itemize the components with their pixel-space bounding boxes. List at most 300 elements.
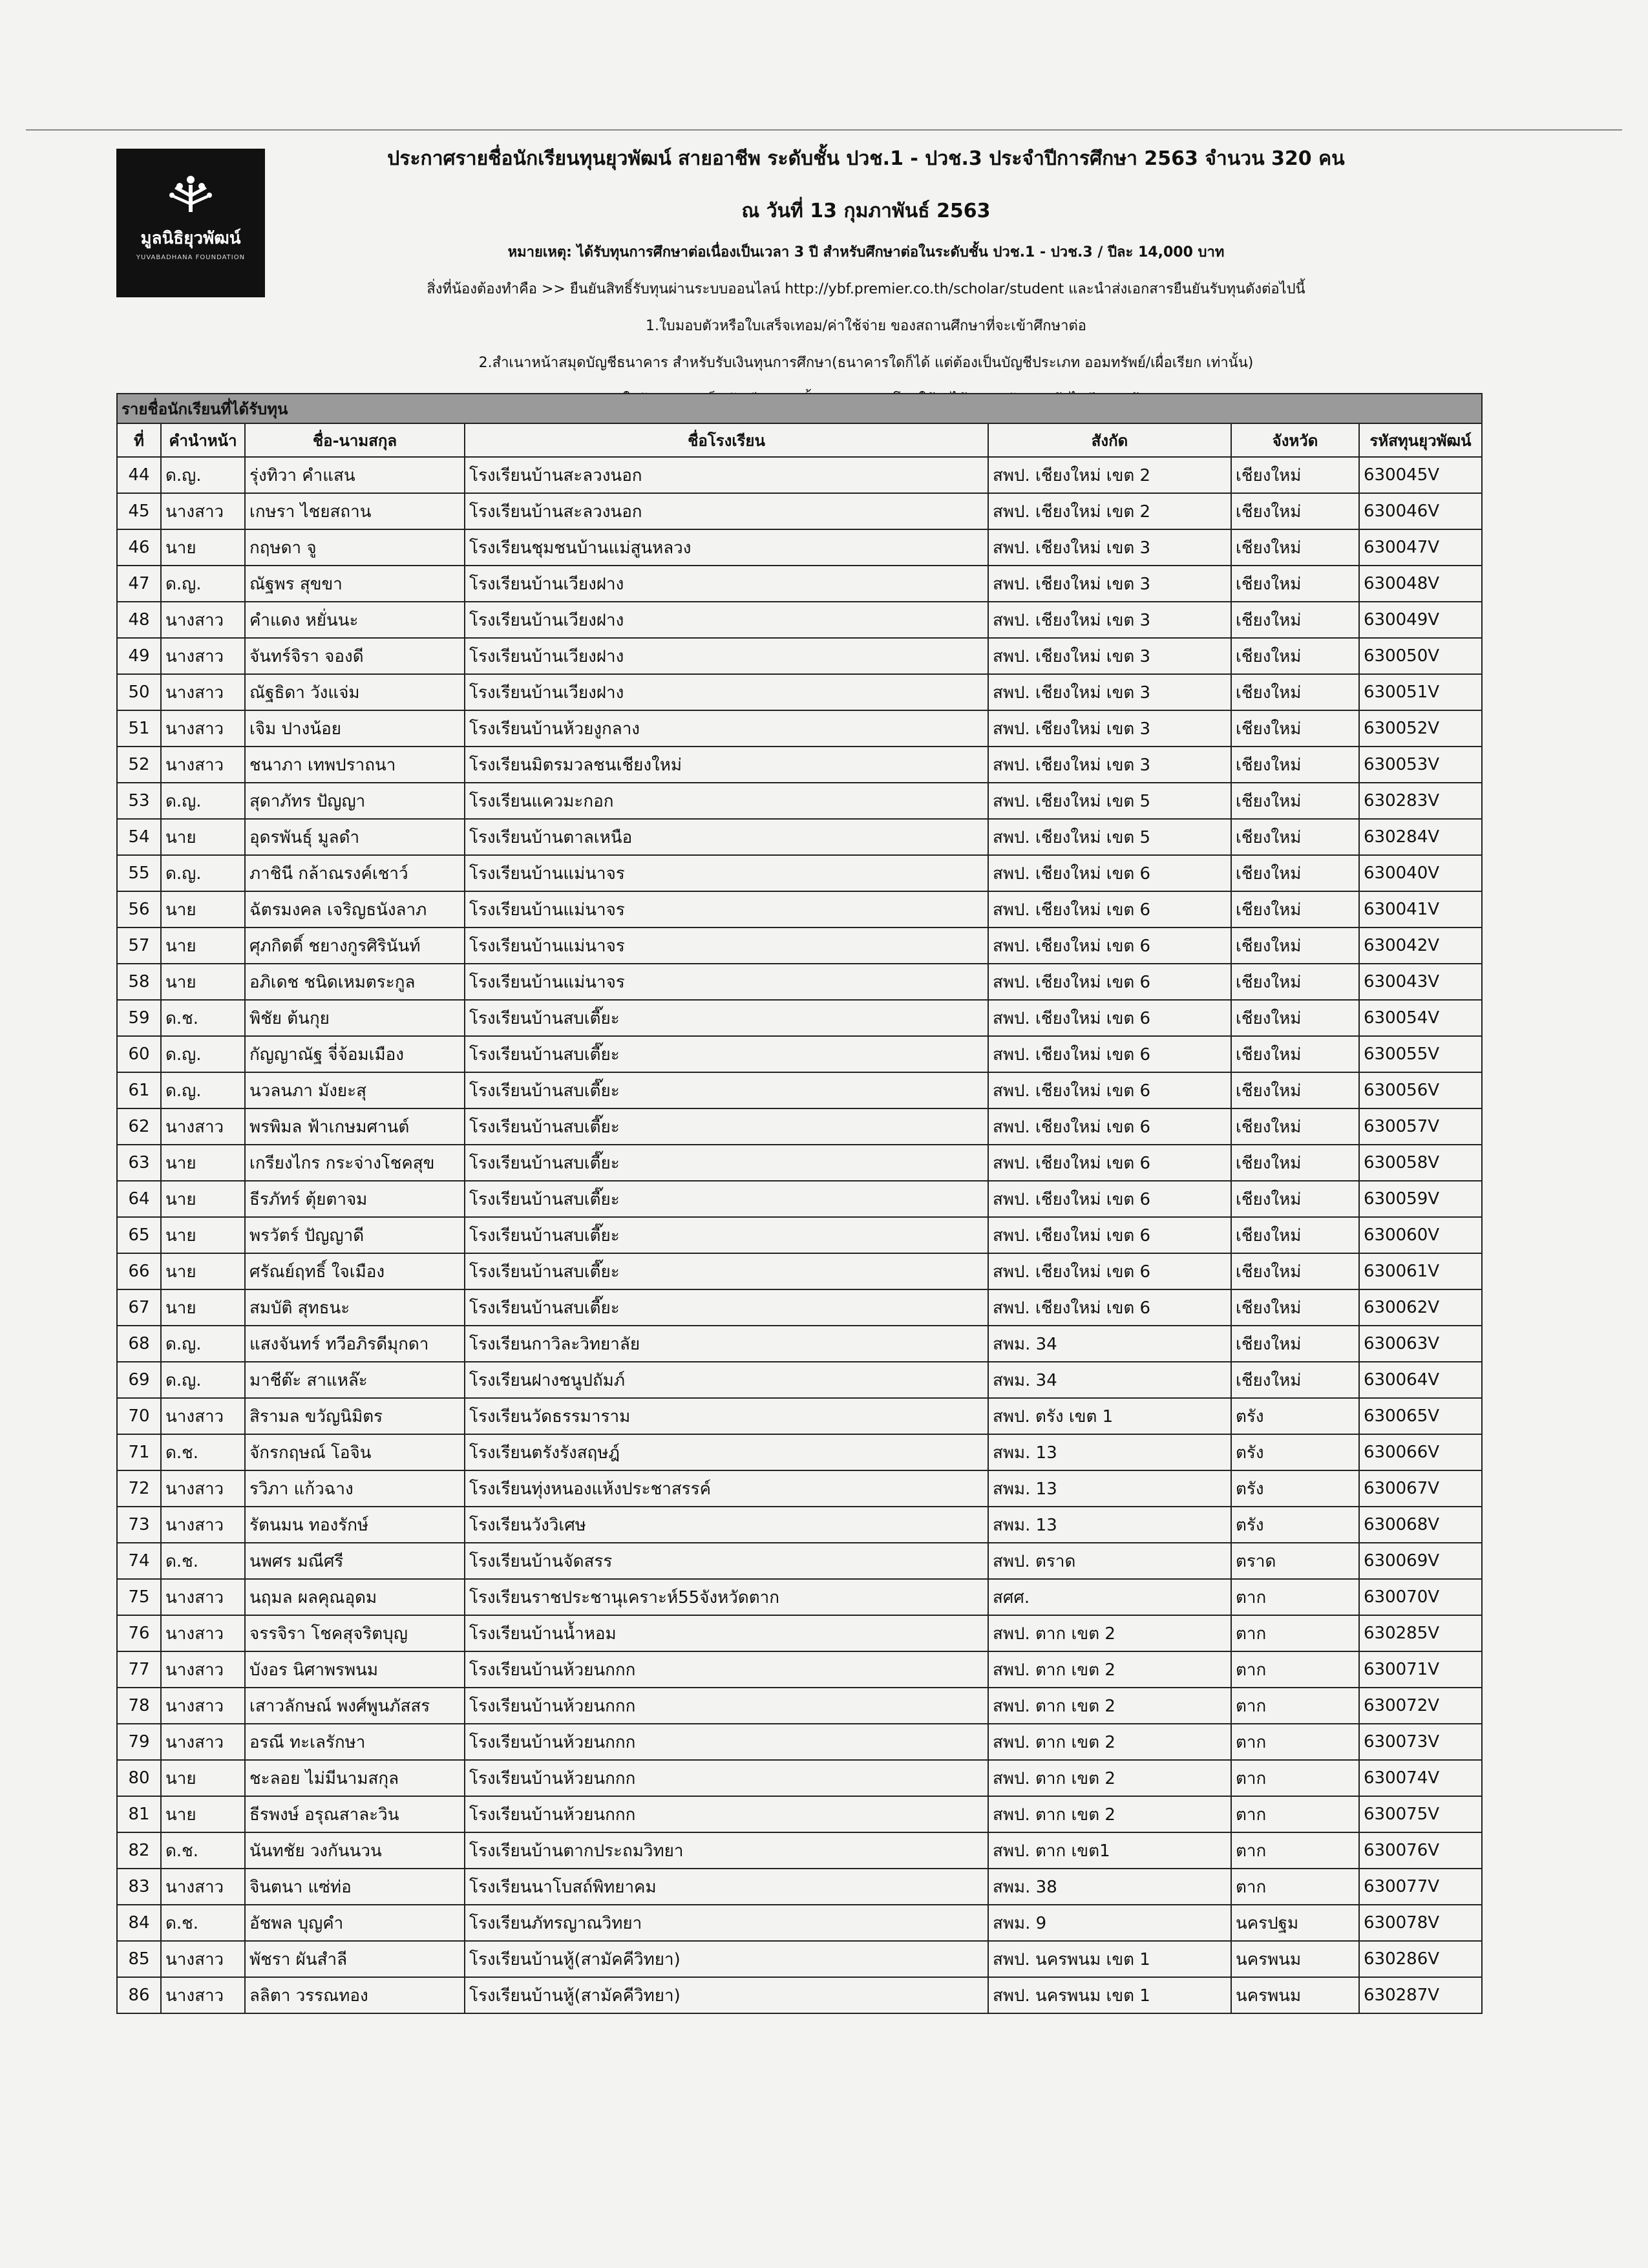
student-name: จินตนา แซ่ท่อ: [245, 1869, 465, 1905]
name-prefix: ด.ญ.: [161, 457, 245, 493]
row-number: 75: [117, 1579, 161, 1615]
student-name: จรรจิรา โชคสุจริตบุญ: [245, 1615, 465, 1651]
affiliation: สพป. ตาก เขต 2: [988, 1615, 1231, 1651]
row-number: 63: [117, 1145, 161, 1181]
school-name: โรงเรียนบ้านจัดสรร: [465, 1543, 988, 1579]
province: เชียงใหม่: [1231, 819, 1359, 855]
table-row: [117, 1036, 1482, 1072]
name-prefix: นาย: [161, 819, 245, 855]
table-row: [117, 747, 1482, 783]
table-row: [117, 638, 1482, 674]
name-prefix: ด.ญ.: [161, 783, 245, 819]
school-name: โรงเรียนบ้านเวียงฝาง: [465, 674, 988, 710]
table-row: [117, 1217, 1482, 1253]
scholarship-id: 630060V: [1359, 1217, 1482, 1253]
province: ตาก: [1231, 1760, 1359, 1796]
table-row: [117, 1579, 1482, 1615]
province: ตราด: [1231, 1543, 1359, 1579]
province: เชียงใหม่: [1231, 1362, 1359, 1398]
column-header-scholarship-id: รหัสทุนยุวพัฒน์: [1359, 423, 1482, 457]
table-row: [117, 1760, 1482, 1796]
province: เชียงใหม่: [1231, 1036, 1359, 1072]
name-prefix: นาย: [161, 891, 245, 927]
student-name: จันทร์จิรา จองดี: [245, 638, 465, 674]
province: ตาก: [1231, 1688, 1359, 1724]
school-name: โรงเรียนบ้านห้วยงูกลาง: [465, 710, 988, 747]
table-row: [117, 1398, 1482, 1434]
scholarship-id: 630283V: [1359, 783, 1482, 819]
province: เชียงใหม่: [1231, 1000, 1359, 1036]
student-name: ธีรภัทร์ ตุ้ยตาจม: [245, 1181, 465, 1217]
student-name: แสงจันทร์ ทวีอภิรดีมุกดา: [245, 1326, 465, 1362]
table-section-header: [117, 394, 1482, 423]
affiliation: สพป. เชียงใหม่ เขต 6: [988, 1289, 1231, 1326]
student-name: รุ่งทิวา คำแสน: [245, 457, 465, 493]
scholarship-id: 630078V: [1359, 1905, 1482, 1941]
name-prefix: ด.ช.: [161, 1434, 245, 1470]
school-name: โรงเรียนกาวิละวิทยาลัย: [465, 1326, 988, 1362]
province: เชียงใหม่: [1231, 1181, 1359, 1217]
row-number: 84: [117, 1905, 161, 1941]
table-row: [117, 529, 1482, 566]
table-row: [117, 1941, 1482, 1977]
affiliation: สพป. เชียงใหม่ เขต 3: [988, 602, 1231, 638]
row-number: 67: [117, 1289, 161, 1326]
column-header-prefix: คำนำหน้า: [161, 423, 245, 457]
school-name: โรงเรียนบ้านสบเตี๊ยะ: [465, 1181, 988, 1217]
table-row: [117, 1181, 1482, 1217]
table-row: [117, 1145, 1482, 1181]
table-row: [117, 1724, 1482, 1760]
school-name: โรงเรียนบ้านห้วยนกกก: [465, 1760, 988, 1796]
name-prefix: ด.ญ.: [161, 1036, 245, 1072]
name-prefix: ด.ช.: [161, 1832, 245, 1869]
scholarship-id: 630284V: [1359, 819, 1482, 855]
row-number: 65: [117, 1217, 161, 1253]
school-name: โรงเรียนบ้านสบเตี๊ยะ: [465, 1036, 988, 1072]
student-name: สมบัติ สุทธนะ: [245, 1289, 465, 1326]
name-prefix: นางสาว: [161, 493, 245, 529]
row-number: 85: [117, 1941, 161, 1977]
school-name: โรงเรียนบ้านเวียงฝาง: [465, 602, 988, 638]
province: ตาก: [1231, 1579, 1359, 1615]
name-prefix: ด.ญ.: [161, 1326, 245, 1362]
affiliation: สพป. เชียงใหม่ เขต 6: [988, 1253, 1231, 1289]
scholarship-id: 630052V: [1359, 710, 1482, 747]
province: เชียงใหม่: [1231, 783, 1359, 819]
table-row: [117, 1796, 1482, 1832]
affiliation: สพม. 34: [988, 1362, 1231, 1398]
school-name: โรงเรียนบ้านสะลวงนอก: [465, 457, 988, 493]
student-name: ฉัตรมงคล เจริญธนังลาภ: [245, 891, 465, 927]
province: เชียงใหม่: [1231, 457, 1359, 493]
affiliation: สพป. ตาก เขต 2: [988, 1760, 1231, 1796]
affiliation: สพป. เชียงใหม่ เขต 3: [988, 566, 1231, 602]
province: เชียงใหม่: [1231, 747, 1359, 783]
table-column-headers: [117, 423, 1482, 457]
student-name: พัชรา ผันสำลี: [245, 1941, 465, 1977]
name-prefix: ด.ช.: [161, 1543, 245, 1579]
name-prefix: นางสาว: [161, 1941, 245, 1977]
table-row: [117, 1507, 1482, 1543]
school-name: โรงเรียนบ้านแม่นาจร: [465, 927, 988, 964]
row-number: 69: [117, 1362, 161, 1398]
school-name: โรงเรียนบ้านห้วยนกกก: [465, 1796, 988, 1832]
scholarship-id: 630076V: [1359, 1832, 1482, 1869]
school-name: โรงเรียนบ้านหู้(สามัคคีวิทยา): [465, 1941, 988, 1977]
affiliation: สศศ.: [988, 1579, 1231, 1615]
scholarship-id: 630066V: [1359, 1434, 1482, 1470]
affiliation: สพป. เชียงใหม่ เขต 3: [988, 710, 1231, 747]
school-name: โรงเรียนบ้านสบเตี๊ยะ: [465, 1253, 988, 1289]
scholarship-id: 630287V: [1359, 1977, 1482, 2013]
row-number: 55: [117, 855, 161, 891]
affiliation: สพป. เชียงใหม่ เขต 3: [988, 674, 1231, 710]
student-name: เจิม ปางน้อย: [245, 710, 465, 747]
student-name: ชนาภา เทพปราถนา: [245, 747, 465, 783]
scholarship-id: 630051V: [1359, 674, 1482, 710]
student-name: ภาชินี กล้าณรงค์เชาว์: [245, 855, 465, 891]
affiliation: สพป. ตาก เขต 2: [988, 1651, 1231, 1688]
school-name: โรงเรียนบ้านแม่นาจร: [465, 891, 988, 927]
school-name: โรงเรียนบ้านสบเตี๊ยะ: [465, 1145, 988, 1181]
scholarship-id: 630061V: [1359, 1253, 1482, 1289]
affiliation: สพม. 38: [988, 1869, 1231, 1905]
province: เชียงใหม่: [1231, 1145, 1359, 1181]
affiliation: สพป. ตรัง เขต 1: [988, 1398, 1231, 1434]
row-number: 72: [117, 1470, 161, 1507]
table-row: [117, 1470, 1482, 1507]
scholarship-id: 630059V: [1359, 1181, 1482, 1217]
affiliation: สพม. 34: [988, 1326, 1231, 1362]
name-prefix: ด.ช.: [161, 1905, 245, 1941]
name-prefix: นาย: [161, 1796, 245, 1832]
row-number: 49: [117, 638, 161, 674]
name-prefix: นางสาว: [161, 1724, 245, 1760]
province: ตรัง: [1231, 1470, 1359, 1507]
scholarship-id: 630046V: [1359, 493, 1482, 529]
affiliation: สพป. ตาก เขต 2: [988, 1688, 1231, 1724]
row-number: 46: [117, 529, 161, 566]
table-row: [117, 927, 1482, 964]
province: เชียงใหม่: [1231, 964, 1359, 1000]
student-name: เกรียงไกร กระจ่างโชคสุข: [245, 1145, 465, 1181]
affiliation: สพป. เชียงใหม่ เขต 6: [988, 964, 1231, 1000]
school-name: โรงเรียนบ้านตาลเหนือ: [465, 819, 988, 855]
province: เชียงใหม่: [1231, 1289, 1359, 1326]
name-prefix: นางสาว: [161, 710, 245, 747]
school-name: โรงเรียนบ้านเวียงฝาง: [465, 638, 988, 674]
school-name: โรงเรียนแควมะกอก: [465, 783, 988, 819]
student-name: รวิภา แก้วฉาง: [245, 1470, 465, 1507]
name-prefix: นางสาว: [161, 747, 245, 783]
announcement-date: ณ วันที่ 13 กุมภาพันธ์ 2563: [741, 200, 991, 222]
province: นครพนม: [1231, 1941, 1359, 1977]
name-prefix: นาย: [161, 1253, 245, 1289]
table-row: [117, 566, 1482, 602]
name-prefix: นางสาว: [161, 1108, 245, 1145]
province: ตาก: [1231, 1615, 1359, 1651]
affiliation: สพป. เชียงใหม่ เขต 6: [988, 1072, 1231, 1108]
affiliation: สพป. เชียงใหม่ เขต 6: [988, 855, 1231, 891]
row-number: 58: [117, 964, 161, 1000]
scholarship-id: 630042V: [1359, 927, 1482, 964]
province: นครพนม: [1231, 1977, 1359, 2013]
affiliation: สพป. ตาก เขต 2: [988, 1796, 1231, 1832]
name-prefix: นาย: [161, 1181, 245, 1217]
affiliation: สพป. เชียงใหม่ เขต 6: [988, 891, 1231, 927]
student-name: ณัฐพร สุขขา: [245, 566, 465, 602]
tree-emblem-icon: [162, 172, 220, 217]
scholarship-id: 630050V: [1359, 638, 1482, 674]
school-name: โรงเรียนบ้านแม่นาจร: [465, 855, 988, 891]
table-row: [117, 819, 1482, 855]
row-number: 78: [117, 1688, 161, 1724]
student-name: กฤษดา จู: [245, 529, 465, 566]
affiliation: สพป. เชียงใหม่ เขต 6: [988, 1217, 1231, 1253]
row-number: 61: [117, 1072, 161, 1108]
affiliation: สพป. เชียงใหม่ เขต 6: [988, 927, 1231, 964]
scholarship-id: 630069V: [1359, 1543, 1482, 1579]
affiliation: สพป. ตราด: [988, 1543, 1231, 1579]
scholarship-id: 630074V: [1359, 1760, 1482, 1796]
table-row: [117, 1253, 1482, 1289]
school-name: โรงเรียนบ้านแม่นาจร: [465, 964, 988, 1000]
student-name: พรพิมล ฟ้าเกษมศานต์: [245, 1108, 465, 1145]
document-title: ประกาศรายชื่อนักเรียนทุนยุวพัฒน์ สายอาชีพ ระดับชั้น ปวช.1 - ปวช.3 ประจำปีการศึกษา 2563 จำนวน 320 คน: [387, 147, 1345, 170]
scholarship-note: หมายเหตุ: ได้รับทุนการศึกษาต่อเนื่องเป็นเวลา 3 ปี สำหรับศึกษาต่อในระดับชั้น ปวช.1 - ปวช.3 / ปีละ 14,000 บาท: [507, 244, 1225, 260]
name-prefix: นางสาว: [161, 1977, 245, 2013]
affiliation: สพม. 13: [988, 1470, 1231, 1507]
name-prefix: ด.ญ.: [161, 1362, 245, 1398]
table-row: [117, 1869, 1482, 1905]
scholarship-id: 630068V: [1359, 1507, 1482, 1543]
table-row: [117, 1362, 1482, 1398]
school-name: โรงเรียนบ้านสบเตี๊ยะ: [465, 1289, 988, 1326]
scholarship-id: 630065V: [1359, 1398, 1482, 1434]
table-row: [117, 674, 1482, 710]
table-row: [117, 1688, 1482, 1724]
province: ตาก: [1231, 1651, 1359, 1688]
scholarship-id: 630043V: [1359, 964, 1482, 1000]
row-number: 73: [117, 1507, 161, 1543]
name-prefix: นางสาว: [161, 638, 245, 674]
name-prefix: ด.ญ.: [161, 855, 245, 891]
student-name: ชะลอย ไม่มีนามสกุล: [245, 1760, 465, 1796]
student-name: สิรามล ขวัญนิมิตร: [245, 1398, 465, 1434]
table-row: [117, 1000, 1482, 1036]
row-number: 71: [117, 1434, 161, 1470]
school-name: โรงเรียนบ้านตากประถมวิทยา: [465, 1832, 988, 1869]
student-name: เสาวลักษณ์ พงศ์พูนภัสสร: [245, 1688, 465, 1724]
scholarship-id: 630073V: [1359, 1724, 1482, 1760]
province: เชียงใหม่: [1231, 638, 1359, 674]
student-name: จักรกฤษณ์ โอจิน: [245, 1434, 465, 1470]
row-number: 79: [117, 1724, 161, 1760]
row-number: 62: [117, 1108, 161, 1145]
province: เชียงใหม่: [1231, 1217, 1359, 1253]
affiliation: สพป. เชียงใหม่ เขต 6: [988, 1000, 1231, 1036]
scholarship-id: 630054V: [1359, 1000, 1482, 1036]
name-prefix: นางสาว: [161, 1869, 245, 1905]
affiliation: สพป. นครพนม เขต 1: [988, 1941, 1231, 1977]
section-title: รายชื่อนักเรียนที่ได้รับทุน: [117, 394, 1482, 423]
student-name: อรณี ทะเลรักษา: [245, 1724, 465, 1760]
scholarship-id: 630055V: [1359, 1036, 1482, 1072]
instruction-line: สิ่งที่น้องต้องทำคือ >> ยืนยันสิทธิ์รับทุนผ่านระบบออนไลน์ http://ybf.premier.co.th/scholar/student และนำส่งเอกสารยืนยันรับทุนดังต่อไปนี้: [427, 281, 1305, 297]
school-name: โรงเรียนราชประชานุเคราะห์55จังหวัดตาก: [465, 1579, 988, 1615]
affiliation: สพป. เชียงใหม่ เขต 5: [988, 783, 1231, 819]
row-number: 44: [117, 457, 161, 493]
school-name: โรงเรียนบ้านสะลวงนอก: [465, 493, 988, 529]
province: นครปฐม: [1231, 1905, 1359, 1941]
affiliation: สพป. เชียงใหม่ เขต 6: [988, 1181, 1231, 1217]
scholarship-id: 630070V: [1359, 1579, 1482, 1615]
table-row: [117, 1905, 1482, 1941]
student-name: นพศร มณีศรี: [245, 1543, 465, 1579]
name-prefix: นางสาว: [161, 602, 245, 638]
column-header-school: ชื่อโรงเรียน: [465, 423, 988, 457]
row-number: 45: [117, 493, 161, 529]
table-body: [117, 457, 1482, 2013]
province: เชียงใหม่: [1231, 710, 1359, 747]
student-name: คำแดง หยั่นนะ: [245, 602, 465, 638]
row-number: 64: [117, 1181, 161, 1217]
scholarship-id: 630072V: [1359, 1688, 1482, 1724]
column-header-affiliation: สังกัด: [988, 423, 1231, 457]
table-row: [117, 855, 1482, 891]
province: เชียงใหม่: [1231, 566, 1359, 602]
student-name: นวลนภา มังยะสุ: [245, 1072, 465, 1108]
student-name: นฤมล ผลคุณอุดม: [245, 1579, 465, 1615]
scholarship-id: 630071V: [1359, 1651, 1482, 1688]
school-name: โรงเรียนบ้านสบเตี๊ยะ: [465, 1072, 988, 1108]
name-prefix: นาย: [161, 529, 245, 566]
affiliation: สพป. ตาก เขต 2: [988, 1724, 1231, 1760]
province: เชียงใหม่: [1231, 891, 1359, 927]
table-row: [117, 1832, 1482, 1869]
name-prefix: นาย: [161, 964, 245, 1000]
affiliation: สพป. เชียงใหม่ เขต 2: [988, 493, 1231, 529]
row-number: 56: [117, 891, 161, 927]
affiliation: สพป. ตาก เขต1: [988, 1832, 1231, 1869]
affiliation: สพป. เชียงใหม่ เขต 3: [988, 638, 1231, 674]
student-name: ลลิตา วรรณทอง: [245, 1977, 465, 2013]
foundation-name: มูลนิธิยุวพัฒน์: [140, 229, 241, 248]
school-name: โรงเรียนวังวิเศษ: [465, 1507, 988, 1543]
foundation-name-en: YUVABADHANA FOUNDATION: [136, 254, 246, 261]
name-prefix: นาย: [161, 1760, 245, 1796]
required-doc-2: 2.สำเนาหน้าสมุดบัญชีธนาคาร สำหรับรับเงินทุนการศึกษา(ธนาคารใดก็ได้ แต่ต้องเป็นบัญชีประเภท ออมทรัพย์/เผื่อเรียก เท่านั้น): [478, 355, 1254, 371]
scholarship-id: 630067V: [1359, 1470, 1482, 1507]
row-number: 76: [117, 1615, 161, 1651]
top-divider: [26, 129, 1622, 131]
row-number: 80: [117, 1760, 161, 1796]
student-name: เกษรา ไชยสถาน: [245, 493, 465, 529]
province: เชียงใหม่: [1231, 529, 1359, 566]
school-name: โรงเรียนมิตรมวลชนเชียงใหม่: [465, 747, 988, 783]
province: เชียงใหม่: [1231, 493, 1359, 529]
school-name: โรงเรียนบ้านน้ำหอม: [465, 1615, 988, 1651]
row-number: 77: [117, 1651, 161, 1688]
affiliation: สพม. 13: [988, 1434, 1231, 1470]
table-row: [117, 1651, 1482, 1688]
name-prefix: นางสาว: [161, 674, 245, 710]
province: ตาก: [1231, 1796, 1359, 1832]
province: เชียงใหม่: [1231, 1108, 1359, 1145]
scholarship-id: 630062V: [1359, 1289, 1482, 1326]
scholarship-table: [116, 393, 1483, 2014]
affiliation: สพม. 9: [988, 1905, 1231, 1941]
school-name: โรงเรียนบ้านหู้(สามัคคีวิทยา): [465, 1977, 988, 2013]
scholarship-id: 630285V: [1359, 1615, 1482, 1651]
province: ตาก: [1231, 1724, 1359, 1760]
row-number: 86: [117, 1977, 161, 2013]
province: เชียงใหม่: [1231, 1072, 1359, 1108]
name-prefix: ด.ญ.: [161, 566, 245, 602]
scholarship-id: 630041V: [1359, 891, 1482, 927]
table-row: [117, 493, 1482, 529]
row-number: 52: [117, 747, 161, 783]
school-name: โรงเรียนฝางชนูปถัมภ์: [465, 1362, 988, 1398]
school-name: โรงเรียนบ้านห้วยนกกก: [465, 1651, 988, 1688]
affiliation: สพป. เชียงใหม่ เขต 3: [988, 747, 1231, 783]
required-doc-1: 1.ใบมอบตัวหรือใบเสร็จเทอม/ค่าใช้จ่าย ของสถานศึกษาที่จะเข้าศึกษาต่อ: [646, 318, 1086, 334]
name-prefix: นางสาว: [161, 1615, 245, 1651]
row-number: 81: [117, 1796, 161, 1832]
table-row: [117, 1434, 1482, 1470]
column-header-no: ที่: [117, 423, 161, 457]
table-row: [117, 783, 1482, 819]
school-name: โรงเรียนทุ่งหนองแห้งประชาสรรค์: [465, 1470, 988, 1507]
row-number: 70: [117, 1398, 161, 1434]
school-name: โรงเรียนบ้านสบเตี๊ยะ: [465, 1217, 988, 1253]
student-name: บังอร นิศาพรพนม: [245, 1651, 465, 1688]
row-number: 59: [117, 1000, 161, 1036]
row-number: 60: [117, 1036, 161, 1072]
row-number: 51: [117, 710, 161, 747]
school-name: โรงเรียนบ้านเวียงฝาง: [465, 566, 988, 602]
school-name: โรงเรียนบ้านสบเตี๊ยะ: [465, 1000, 988, 1036]
column-header-province: จังหวัด: [1231, 423, 1359, 457]
student-name: พิชัย ต้นกุย: [245, 1000, 465, 1036]
name-prefix: นาย: [161, 1217, 245, 1253]
table-row: [117, 1615, 1482, 1651]
scholarship-id: 630053V: [1359, 747, 1482, 783]
affiliation: สพป. เชียงใหม่ เขต 6: [988, 1145, 1231, 1181]
student-name: รัตนมน ทองรักษ์: [245, 1507, 465, 1543]
affiliation: สพม. 13: [988, 1507, 1231, 1543]
school-name: โรงเรียนบ้านห้วยนกกก: [465, 1724, 988, 1760]
school-name: โรงเรียนตรังรังสฤษฎ์: [465, 1434, 988, 1470]
scholarship-id: 630056V: [1359, 1072, 1482, 1108]
province: ตรัง: [1231, 1398, 1359, 1434]
province: ตาก: [1231, 1832, 1359, 1869]
student-name: อภิเดช ชนิดเหมตระกูล: [245, 964, 465, 1000]
table-row: [117, 1977, 1482, 2013]
name-prefix: นาย: [161, 1145, 245, 1181]
school-name: โรงเรียนวัดธรรมาราม: [465, 1398, 988, 1434]
row-number: 48: [117, 602, 161, 638]
student-name: อุดรพันธุ์ มูลดำ: [245, 819, 465, 855]
row-number: 47: [117, 566, 161, 602]
name-prefix: นาย: [161, 1289, 245, 1326]
affiliation: สพป. เชียงใหม่ เขต 3: [988, 529, 1231, 566]
scholarship-id: 630058V: [1359, 1145, 1482, 1181]
school-name: โรงเรียนนาโบสถ์พิทยาคม: [465, 1869, 988, 1905]
scholarship-id: 630049V: [1359, 602, 1482, 638]
row-number: 54: [117, 819, 161, 855]
